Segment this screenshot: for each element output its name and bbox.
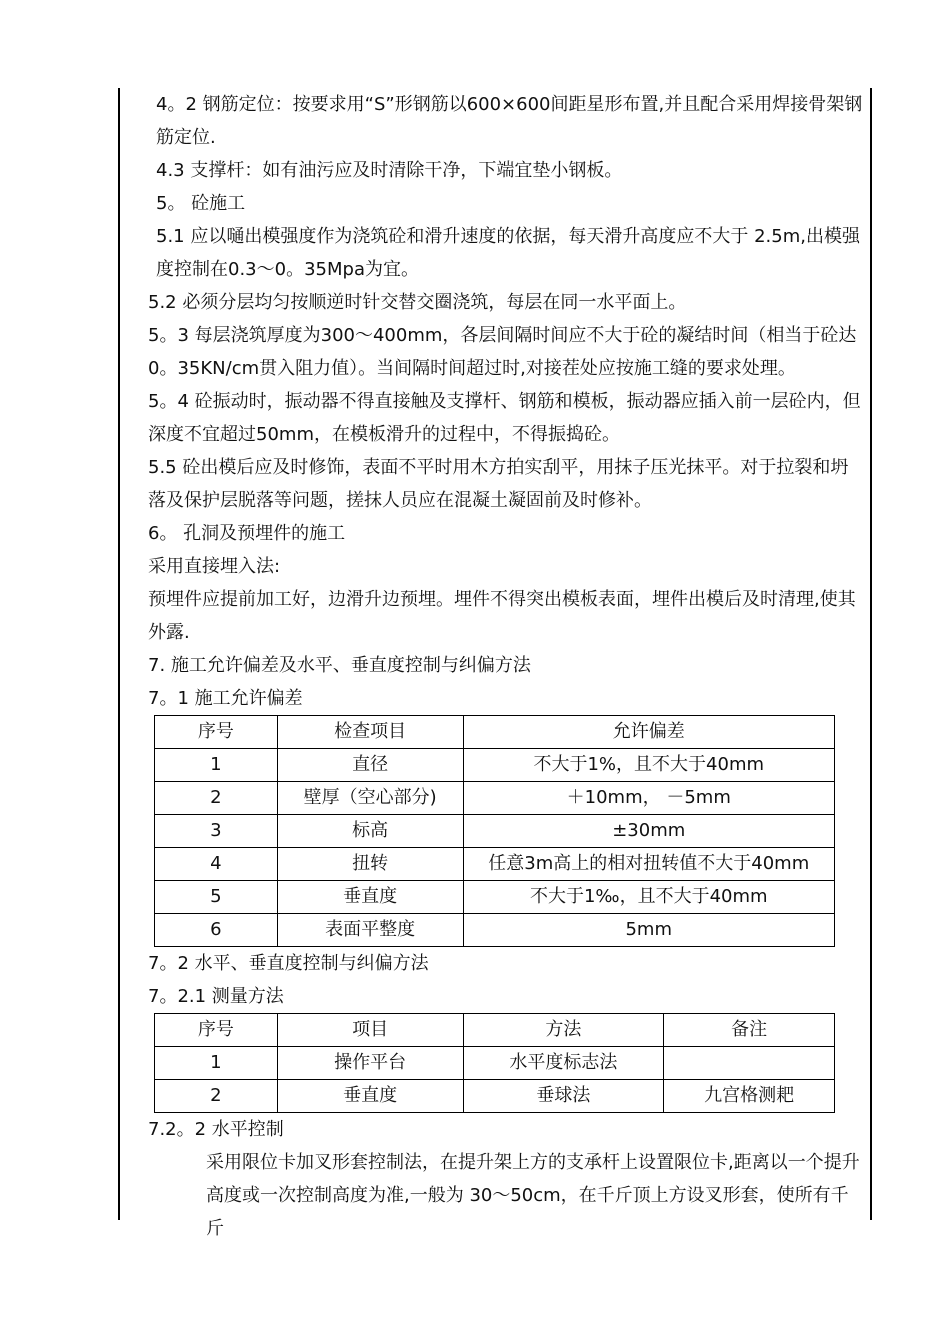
table-row [155,749,835,782]
table-header-cell: 允许偏差 [463,716,834,749]
table-cell: 5 [155,881,278,914]
table-cell: 任意3m高上的相对扭转值不大于40mm [463,848,834,881]
table-header-cell: 方法 [463,1014,664,1047]
heading-7-2: 7。2 水平、垂直度控制与纠偏方法 [148,953,429,974]
table-cell: 直径 [277,749,463,782]
table-cell: 表面平整度 [277,914,463,947]
para-7-2-2: 采用限位卡加叉形套控制法，在提升架上方的支承杆上设置限位卡,距离以一个提升高度或一次控制高度为准,一般为 30～50cm，在千斤顶上方设叉形套，使所有千斤 [206,1152,860,1239]
table-cell: 6 [155,914,278,947]
table-cell [664,1047,835,1080]
table-header-row [155,1014,835,1047]
table-cell: 垂直度 [277,881,463,914]
table-cell: 壁厚（空心部分) [277,782,463,815]
table-header-cell: 备注 [664,1014,835,1047]
table-row [155,1080,835,1113]
table-row [155,914,835,947]
table-row [155,782,835,815]
table-cell: 垂直度 [277,1080,463,1113]
table-cell: 不大于1‰，且不大于40mm [463,881,834,914]
para-5-5: 5.5 砼出模后应及时修饰，表面不平时用木方拍实刮平，用抹子压光抹平。对于拉裂和坍落及保护层脱落等问题，搓抹人员应在混凝土凝固前及时修补。 [148,457,849,511]
table-cell: 2 [155,1080,278,1113]
table-header-cell: 序号 [155,716,278,749]
table-row [155,881,835,914]
table-cell: 3 [155,815,278,848]
tolerance-table [154,715,835,947]
para-5-1: 5.1 应以嗵出模强度作为浇筑砼和滑升速度的依据，每天滑升高度应不大于 2.5m,出模强度控制在0.3～0。35Mpa为宜。 [156,226,860,280]
table-row [155,848,835,881]
heading-5: 5。 砼施工 [156,193,246,214]
table-cell: 扭转 [277,848,463,881]
table-cell: 1 [155,749,278,782]
heading-7-1: 7。1 施工允许偏差 [148,688,303,709]
table-header-cell: 序号 [155,1014,278,1047]
table-row [155,815,835,848]
para-4-3: 4.3 支撑杆：如有油污应及时清除干净，下端宜垫小钢板。 [156,160,623,181]
table-header-row [155,716,835,749]
table-cell: 2 [155,782,278,815]
table-header-cell: 检查项目 [277,716,463,749]
measurement-table [154,1013,835,1113]
heading-6: 6。 孔洞及预埋件的施工 [148,523,346,544]
table-cell: ＋10mm， －5mm [463,782,834,815]
heading-7-2-1: 7。2.1 测量方法 [148,986,284,1007]
table-cell: 九宫格测耙 [664,1080,835,1113]
para-6-method: 采用直接埋入法: [148,556,281,577]
heading-7: 7. 施工允许偏差及水平、垂直度控制与纠偏方法 [148,655,531,676]
table-cell: 垂球法 [463,1080,664,1113]
table-cell: 标高 [277,815,463,848]
table-cell: 水平度标志法 [463,1047,664,1080]
document-body [126,88,866,1245]
table-cell: 4 [155,848,278,881]
table-header-cell: 项目 [277,1014,463,1047]
para-5-2: 5.2 必须分层均匀按顺逆时针交替交圈浇筑，每层在同一水平面上。 [148,292,687,313]
heading-7-2-2: 7.2。2 水平控制 [148,1119,284,1140]
table-cell: ±30mm [463,815,834,848]
para-4-2: 4。2 钢筋定位：按要求用“S”形钢筋以600×600间距星形布置,并且配合采用焊接骨架钢筋定位. [156,94,863,148]
table-row [155,1047,835,1080]
para-5-3: 5。3 每层浇筑厚度为300～400mm，各层间隔时间应不大于砼的凝结时间（相当于砼达0。35KN/cm贯入阻力值）。当间隔时间超过时,对接茬处应按施工缝的要求处理。 [148,325,857,379]
para-5-4: 5。4 砼振动时，振动器不得直接触及支撑杆、钢筋和模板，振动器应插入前一层砼内，但深度不宜超过50mm，在模板滑升的过程中，不得振捣砼。 [148,391,861,445]
table-cell: 不大于1%，且不大于40mm [463,749,834,782]
para-6-detail: 预埋件应提前加工好，边滑升边预埋。埋件不得突出模板表面，埋件出模后及时清理,使其外露. [148,589,856,643]
table-cell: 1 [155,1047,278,1080]
table-cell: 操作平台 [277,1047,463,1080]
table-cell: 5mm [463,914,834,947]
